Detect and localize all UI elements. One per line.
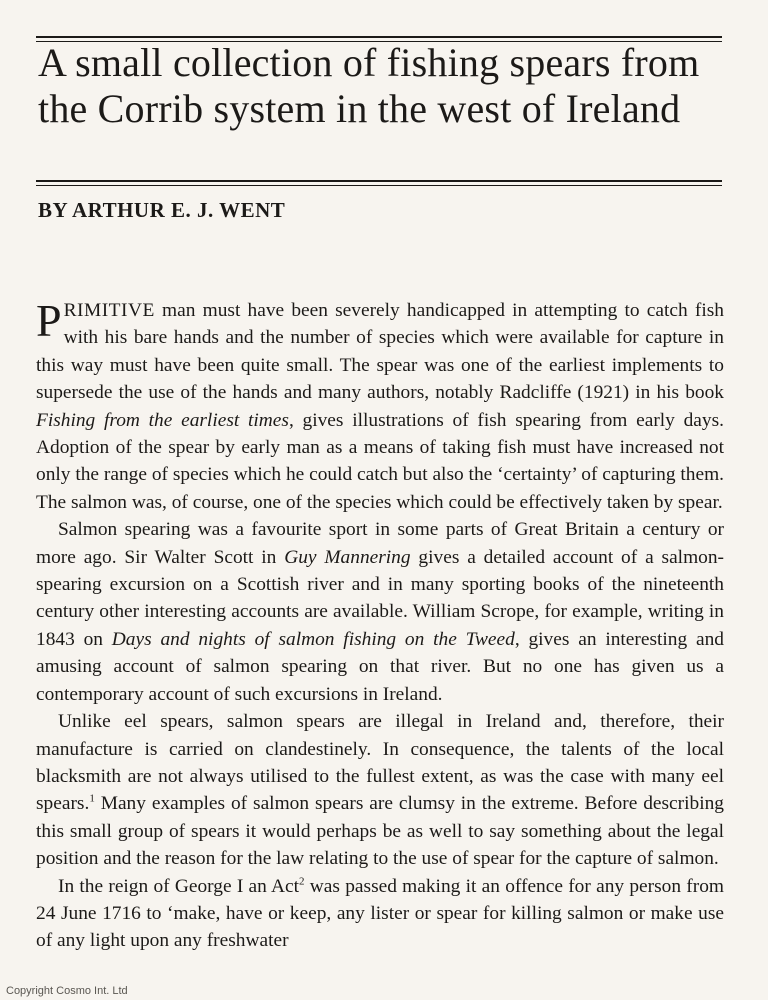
- paragraph-2: [36, 516, 724, 708]
- article-title: A small collection of fishing spears from the Corrib system in the west of Ireland: [38, 40, 700, 131]
- paragraph-text: In the reign of George I an Act: [58, 875, 300, 897]
- paragraph-text: Unlike eel spears, salmon spears are illegal in Ireland and, therefore, their manufacture is carried on clandestinely. In consequence, the talents of the local blacksmith are not always utilised to the fullest extent, as was the case with many eel spears.: [36, 711, 724, 815]
- copyright-watermark: Copyright Cosmo Int. Ltd: [6, 985, 128, 997]
- book-title: Fishing from the earliest times: [36, 409, 289, 431]
- lead-word: RIMITIVE: [63, 300, 155, 321]
- title-rule-top: [36, 36, 722, 38]
- footnote-marker: 2: [299, 875, 305, 888]
- article-byline: BY ARTHUR E. J. WENT: [38, 198, 286, 222]
- article-body: [36, 297, 724, 955]
- paragraph-text: gives a detailed account of a salmon-spearing excursion on a Scottish river and in many sporting books of the nineteenth century other interesting accounts are available. William Scrope, for example, writing in 1843 on: [36, 546, 724, 650]
- footnote-marker: 1: [89, 792, 95, 805]
- paragraph-text: was passed making it an offence for any person from 24 June 1716 to ‘make, have or keep, any lister or spear for killing salmon or make use of any light upon any freshwater: [36, 875, 724, 952]
- paragraph-3: [36, 708, 724, 872]
- book-title: Days and nights of salmon fishing on the Tweed: [111, 628, 515, 650]
- drop-cap: P: [36, 295, 62, 346]
- paragraph-1: [36, 297, 724, 516]
- paragraph-text: Many examples of salmon spears are clumsy in the extreme. Before describing this small group of spears it would perhaps be as well to say something about the legal position and the reason for the law relating to the use of spear for the capture of salmon.: [36, 793, 724, 870]
- paragraph-4: [36, 873, 724, 955]
- book-title: Guy Mannering: [284, 546, 411, 568]
- paragraph-text: man must have been severely handicapped in attempting to catch fish with his bare hands and the number of species which were available for capture in this way must have been quite small. The spear was one of the earliest implements to supersede the use of the hands and many authors, notably Radcliffe (1921) in his book: [36, 300, 724, 404]
- paragraph-text: Salmon spearing was a favourite sport in some parts of Great Britain a century or more ago. Sir Walter Scott in: [36, 519, 724, 568]
- paragraph-text: , gives an interesting and amusing account of salmon spearing on that river. But no one has given us a contemporary account of such excursions in Ireland.: [36, 628, 724, 705]
- title-rule-bottom: [36, 180, 722, 182]
- paragraph-text: , gives illustrations of fish spearing from early days. Adoption of the spear by early man as a means of taking fish must have increased not only the range of species which he could catch but also the ‘certainty’ of capturing them. The salmon was, of course, one of the species which could be effectively taken by spear.: [36, 409, 725, 513]
